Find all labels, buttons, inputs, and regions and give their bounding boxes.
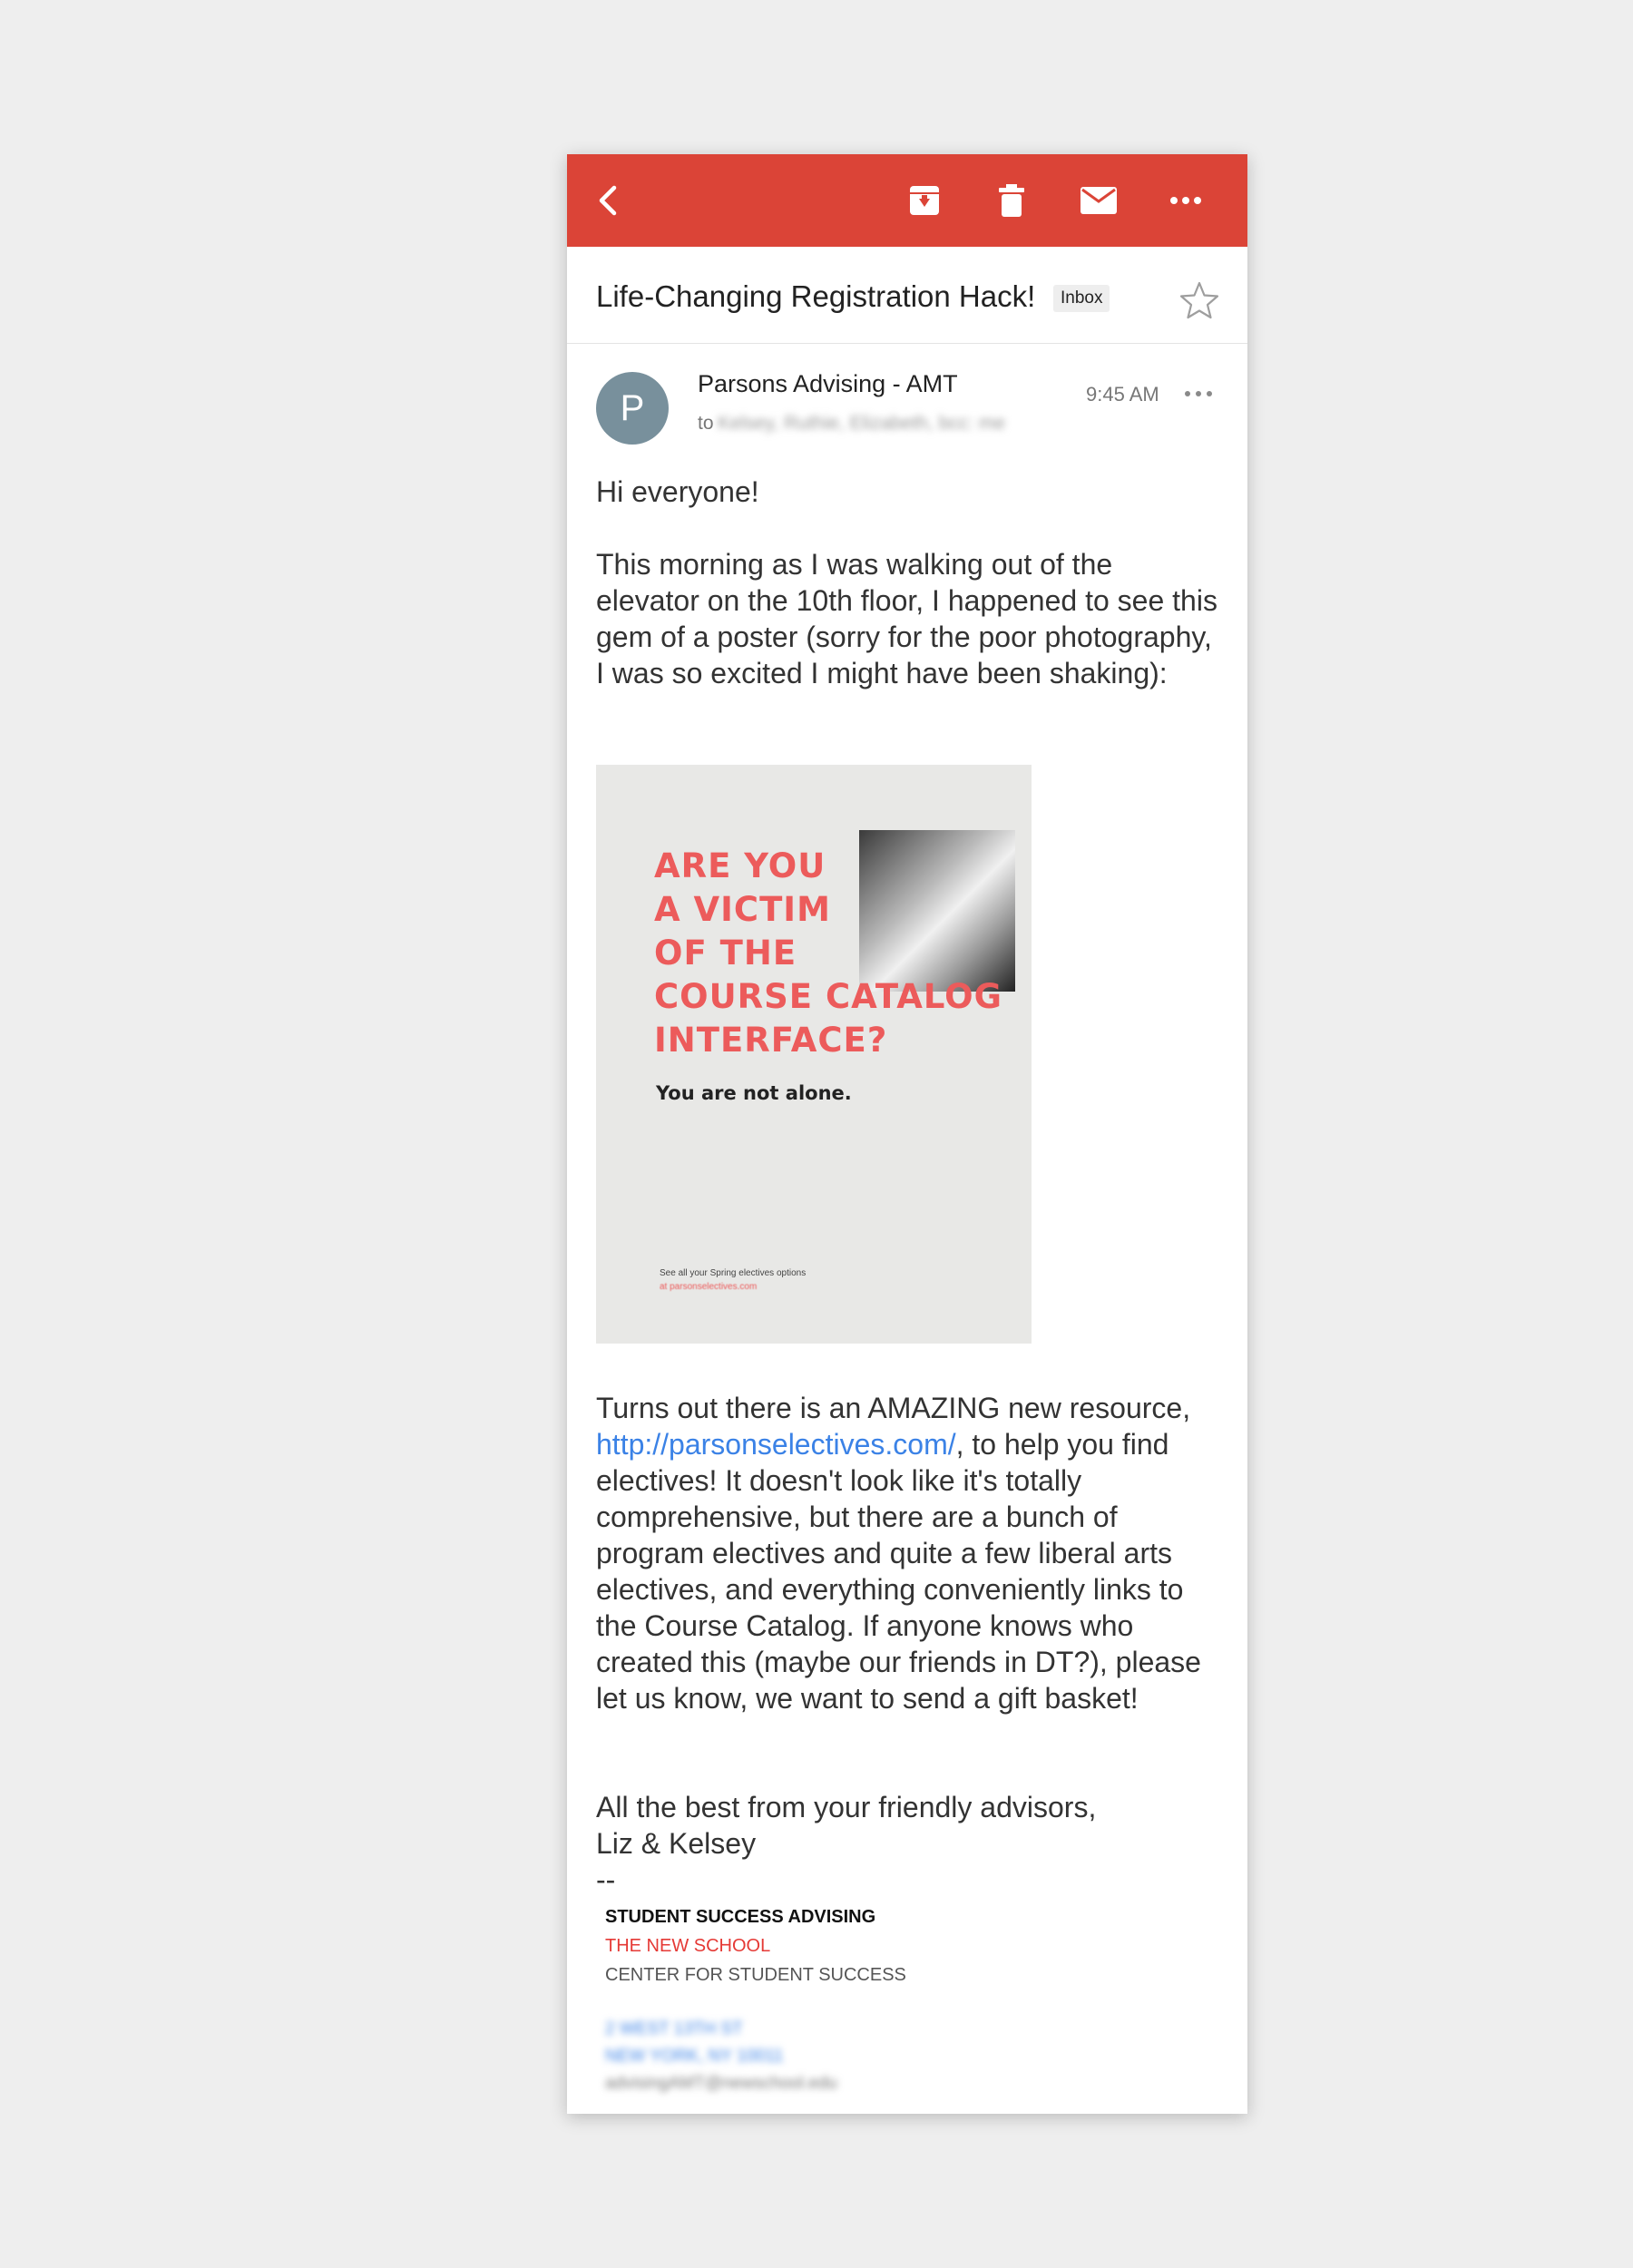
more-icon <box>1169 196 1202 205</box>
signature-center: CENTER FOR STUDENT SUCCESS <box>605 1965 906 1985</box>
signature-school: THE NEW SCHOOL <box>605 1936 771 1956</box>
poster-photo[interactable] <box>596 765 1032 1344</box>
sender-name[interactable]: Parsons Advising - AMT <box>698 370 958 397</box>
email-time: 9:45 AM <box>1086 383 1159 406</box>
top-toolbar <box>567 154 1247 247</box>
poster-subtitle: You are not alone. <box>656 1082 852 1104</box>
poster-headline: ARE YOU A VICTIM OF THE COURSE CATALOG INTERFACE? <box>654 846 1002 1060</box>
poster-footer: See all your Spring electives options <box>660 1268 807 1278</box>
recipients-list[interactable]: Kelsey, Ruthie, Elizabeth, bcc: me <box>718 413 1006 434</box>
email-subject: Life-Changing Registration Hack! <box>596 279 1036 313</box>
mark-unread-button[interactable] <box>1070 154 1128 247</box>
message-more-button[interactable] <box>1178 377 1218 410</box>
signature-email[interactable]: advisingAMT@newschool.edu <box>605 2074 837 2093</box>
body-paragraph-2: Turns out there is an AMAZING new resource, http://parsonselectives.com/, to help you find electives! It doesn't look like it's totally comprehensive, but there are a bunch of program electives and quite a few liberal arts electives, and everything conveniently links to the Course Catalog. If anyone knows who created this (maybe our friends in DT?), please let us know, we want to send a gift basket! <box>596 1392 1201 1715</box>
signature-address-line-2[interactable]: NEW YORK, NY 10011 <box>605 2047 784 2066</box>
signature-separator: -- <box>596 1863 616 1896</box>
closing <box>596 1789 1218 1898</box>
back-icon <box>591 182 627 219</box>
email-view <box>567 154 1247 2114</box>
mail-icon <box>1079 185 1119 216</box>
signoff-names: Liz & Kelsey <box>596 1827 757 1860</box>
signature-address-line-1[interactable]: 2 WEST 13TH ST <box>605 2019 743 2038</box>
signature-title: STUDENT SUCCESS ADVISING <box>605 1907 876 1927</box>
star-icon <box>1177 278 1222 323</box>
electives-link[interactable]: http://parsonselectives.com/ <box>596 1428 956 1461</box>
back-button[interactable] <box>580 154 638 247</box>
archive-button[interactable] <box>895 154 953 247</box>
inbox-label-badge[interactable]: Inbox <box>1053 285 1110 312</box>
to-label: to <box>698 413 714 434</box>
trash-icon <box>995 182 1028 219</box>
delete-button[interactable] <box>983 154 1041 247</box>
body-paragraph-1: This morning as I was walking out of the elevator on the 10th floor, I happened to see this gem of a poster (sorry for the poor photography, I was so excited I might have been shaking): <box>596 548 1217 689</box>
more-options-button[interactable] <box>1157 154 1215 247</box>
sender-avatar[interactable]: P <box>596 372 669 445</box>
poster-footer-url: at parsonselectives.com <box>660 1282 758 1292</box>
more-icon <box>1184 390 1213 397</box>
greeting: Hi everyone! <box>596 475 759 508</box>
subject-row <box>567 247 1247 344</box>
archive-icon <box>907 183 942 218</box>
closing-line: All the best from your friendly advisors, <box>596 1791 1097 1823</box>
star-button[interactable] <box>1177 278 1222 323</box>
